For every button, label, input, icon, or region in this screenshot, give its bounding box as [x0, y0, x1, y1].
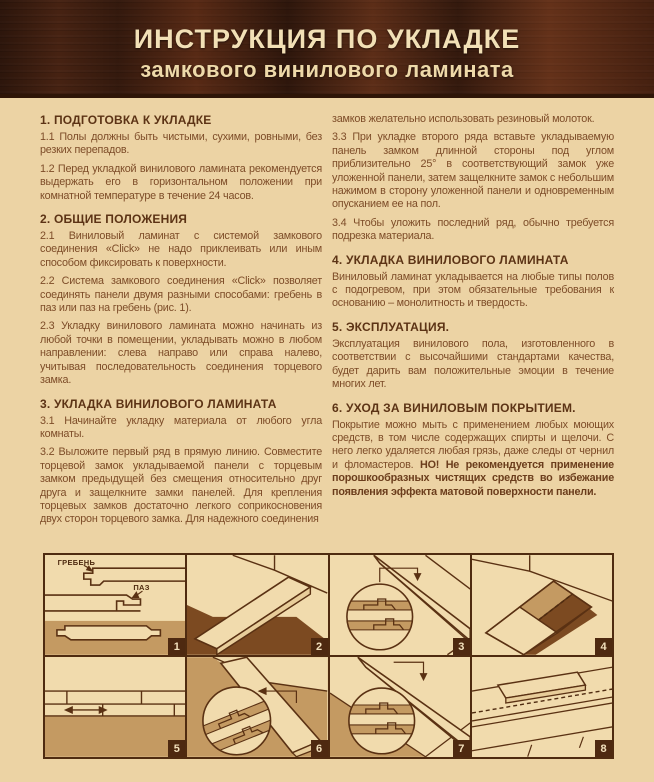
page-title: ИНСТРУКЦИЯ ПО УКЛАДКЕ — [133, 24, 521, 54]
figure-panel-8 — [472, 657, 612, 757]
lock-joint-detail-illustration — [330, 555, 470, 655]
section-installation — [40, 397, 322, 527]
figure-number-badge: 5 — [168, 740, 185, 757]
section-heading: 2. ОБЩИЕ ПОЛОЖЕНИЯ — [40, 212, 188, 227]
groove-label: ПАЗ — [133, 583, 150, 592]
figure-number-badge: 6 — [311, 740, 328, 757]
section-care — [332, 401, 614, 499]
section-floor-types — [332, 253, 614, 311]
figure-panel-5 — [45, 657, 185, 757]
paragraph: замков желательно использовать резиновый молоток. — [332, 113, 595, 125]
last-row-marking-illustration — [472, 657, 612, 757]
right-column — [332, 113, 614, 551]
figure-number-badge: 8 — [595, 740, 612, 757]
tongue-label: ГРЕБЕНЬ — [57, 558, 96, 567]
figure-number-badge: 7 — [453, 740, 470, 757]
figure-panel-1 — [45, 555, 185, 655]
figure-panel-6 — [187, 657, 327, 757]
left-column — [40, 113, 322, 551]
paragraph: 2.1 Виниловый ламинат с системой замкового соединения «Click» не надо приклеивать или иным способом фиксировать к поверхности. — [40, 230, 322, 269]
panel-cutting-illustration — [472, 555, 612, 655]
paragraph — [332, 419, 614, 499]
figure-panel-7 — [330, 657, 470, 757]
panel-insertion-illustration — [187, 555, 327, 655]
paragraph: 3.4 Чтобы уложить последний ряд, обычно требуется подрезка материала. — [332, 216, 614, 243]
figure-number-badge: 4 — [595, 638, 612, 655]
paragraph: 3.3 При укладке второго ряда вставьте укладываемую панель замком длинной стороны под углом приблизительно 25° в соответствующий замок уже уложенной панели, затем защелкните замок с небольшим нажимом в сторону уложенной панели и одновременным опусканием ее на пол. — [332, 131, 614, 211]
section-general — [40, 212, 322, 387]
paragraph: 2.2 Система замкового соединения «Click» позволяет соединять панели двумя разными способами: гребень в паз или паз на гребень (рис. 1). — [40, 275, 322, 315]
figure-panel-2 — [187, 555, 327, 655]
figure-panel-3 — [330, 555, 470, 655]
paragraph: 3.2 Выложите первый ряд в прямую линию. Совместите торцевой замок укладываемой панели с торцевым замком предыдущей без смещения относительно друг друга и защелкните замки панелей. Для крепления торцевых замков достаточно легкого соприкосновения двух сторон торцевого замка. Для надежного соединения — [40, 446, 322, 526]
care-text-normal: Покрытие можно мыть с применением любых моющих средств, в том числе содержащих спирты и щелочи. С него легко удаляется любая грязь, даже следы от чернил и фломастеров. — [332, 418, 614, 471]
paragraph: 1.2 Перед укладкой винилового ламината рекомендуется выдержать его в горизонтальном положении при комнатной температуре в течение 24 часов. — [40, 162, 322, 202]
section-preparation — [40, 113, 322, 203]
first-row-alignment-illustration — [45, 657, 185, 757]
section-heading: 4. УКЛАДКА ВИНИЛОВОГО ЛАМИНАТА — [332, 252, 569, 267]
section-heading: 6. УХОД ЗА ВИНИЛОВЫМ ПОКРЫТИЕМ. — [332, 400, 576, 415]
section-usage — [332, 320, 614, 392]
section-heading: 5. ЭКСПЛУАТАЦИЯ. — [332, 319, 450, 334]
paragraph: 2.3 Укладку винилового ламината можно начинать из любой точки в помещении, укладывать можно в любом направлении: слева направо или справа налево, учитывая последовательность соединения торцевого замка. — [40, 320, 322, 387]
paragraph: 1.1 Полы должны быть чистыми, сухими, ровными, без резких перепадов. — [40, 131, 322, 157]
section-installation-continued — [332, 113, 614, 244]
figure-number-badge: 1 — [168, 638, 185, 655]
figure-panel-4 — [472, 555, 612, 655]
care-text-warning: НО! Не рекомендуется применение порошкообразных чистящих средств во избежание появления эффекта матовой поверхности панели. — [332, 458, 614, 498]
paragraph: Виниловый ламинат укладывается на любые типы полов с подогревом, при этом обязательные требования к основанию – монолитность и твердость. — [332, 270, 614, 310]
figure-number-badge: 3 — [453, 638, 470, 655]
paragraph: Эксплуатация винилового пола, изготовленного в соответствии с высочайшими стандартами качества, будет дарить вам положительные эмоции в течение многих лет. — [332, 337, 614, 391]
figure-number-badge: 2 — [311, 638, 328, 655]
angled-lock-detail-illustration — [187, 657, 327, 757]
section-heading: 3. УКЛАДКА ВИНИЛОВОГО ЛАМИНАТА — [40, 396, 277, 411]
tongue-groove-profile-illustration — [45, 555, 185, 655]
text-columns — [40, 113, 614, 551]
paragraph: 3.1 Начинайте укладку материала от любого угла комнаты. — [40, 414, 322, 440]
section-heading: 1. ПОДГОТОВКА К УКЛАДКЕ — [40, 113, 212, 127]
figures-grid — [43, 553, 614, 759]
lock-snap-detail-illustration — [330, 657, 470, 757]
header — [0, 0, 654, 98]
page-subtitle: замкового винилового ламината — [140, 57, 514, 82]
